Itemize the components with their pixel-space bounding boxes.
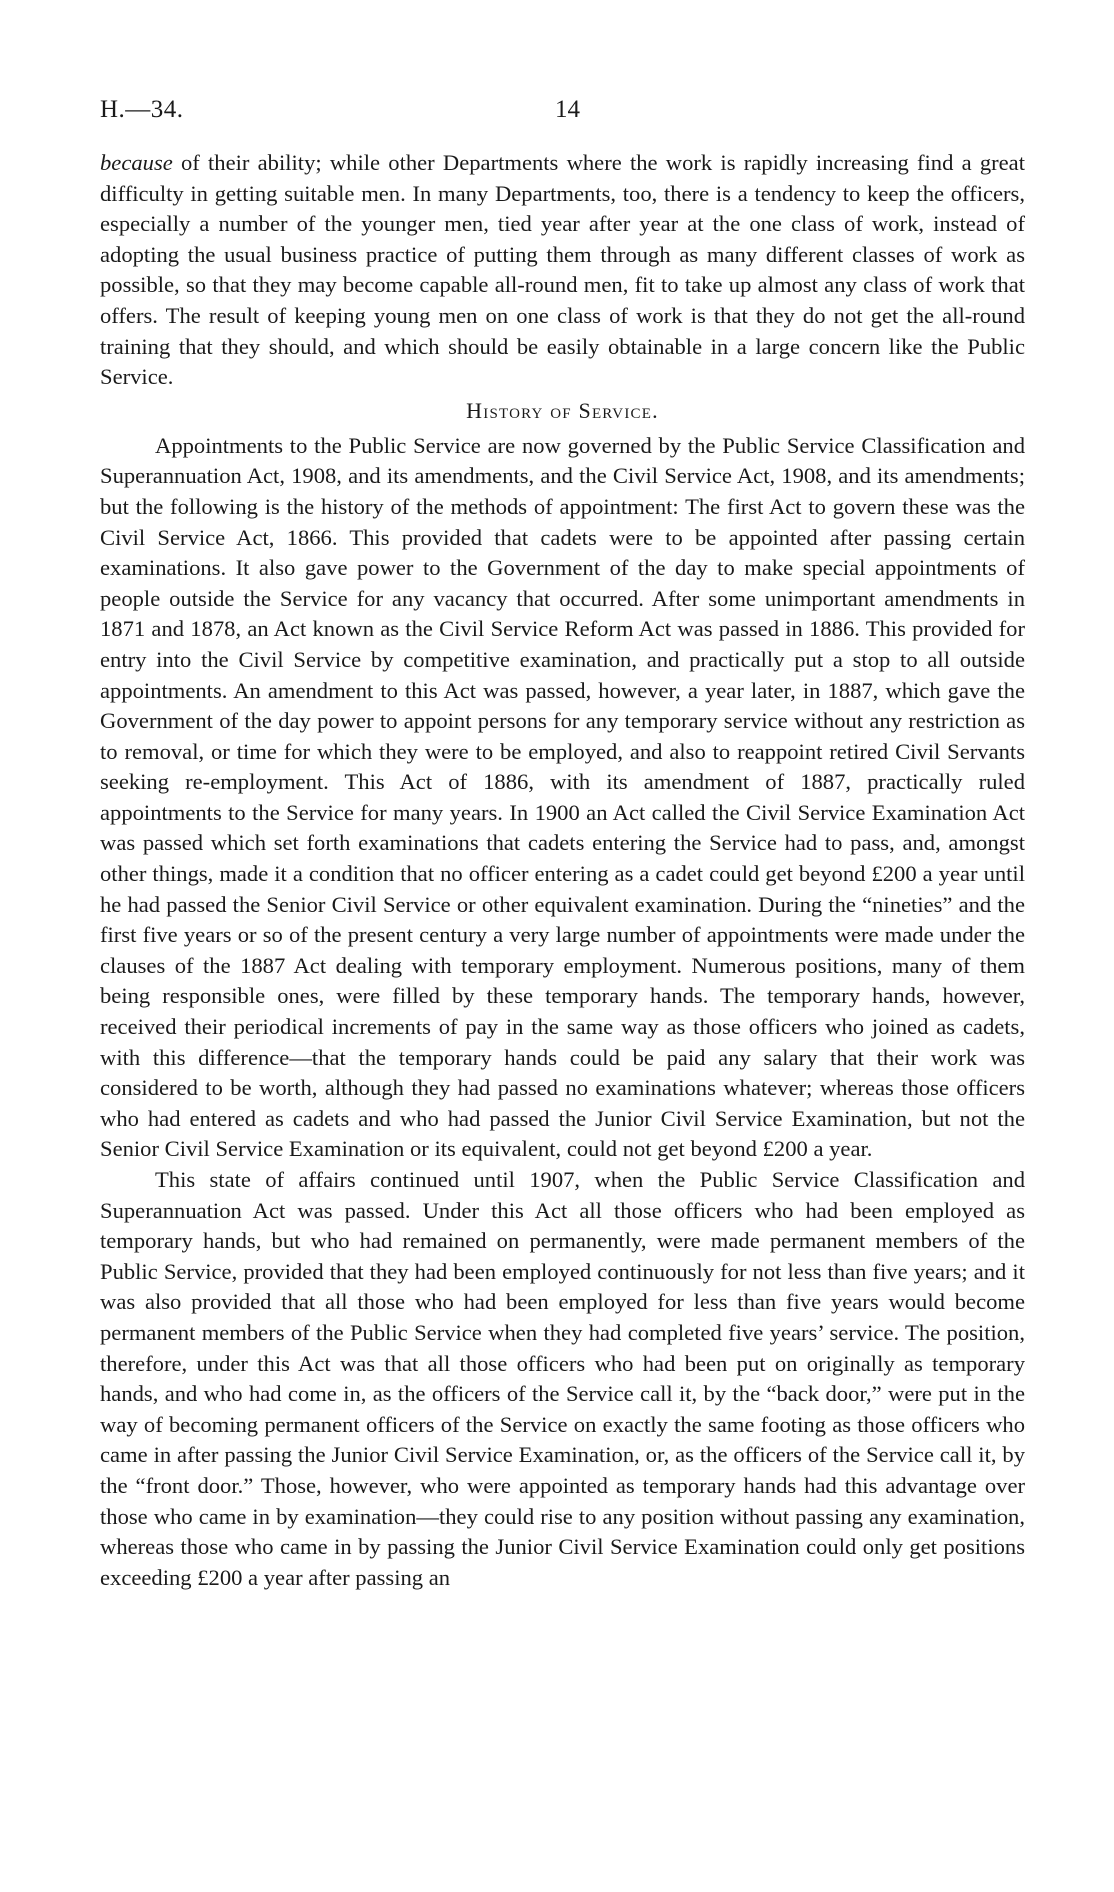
section-heading: History of Service. [466,397,659,423]
opening-paragraph [100,148,1025,393]
paragraph-1907-act: This state of affairs continued until 1907, when the Public Service Classification and Superannuation Act was passed. Under this Act all those officers who had been employed as temporary hands, but who had remained on permanently, were made permanent members of the Public Service, provided that they had been employed continuously for not less than five years; and it was also provided that all those who had been employed for less than five years would become permanent members of the Public Service when they had completed five years’ service. The position, therefore, under this Act was that all those officers who had been put on originally as temporary hands, and who had come in, as the officers of the Service call it, by the “back door,” were put in the way of becoming permanent officers of the Service on exactly the same footing as those officers who came in after passing the Junior Civil Service Examination, or, as the officers of the Service call it, by the “front door.” Those, however, who were appointed as temporary hands had this advantage over those who came in by examination—they could rise to any position without passing any examination, whereas those who came in by passing the Junior Civil Service Examination could only get positions exceeding £200 a year after passing an [100,1167,1025,1590]
italic-lead-word: because [100,150,173,175]
body-text [100,148,1025,1593]
opening-paragraph-text: of their ability; while other Departments where the work is rapidly increasing find a great difficulty in getting suitable men. In many Departments, too, there is a tendency to keep the officers, especially a number of the younger men, tied year after year at the one class of work, instead of adopting the usual business practice of putting them through as many different classes of work as possible, so that they may become capable all-round men, fit to take up almost any class of work that offers. The result of keeping young men on one class of work is that they do not get the all-round training that they should, and which should be easily obtainable in a large concern like the Public Service. [100,150,1025,390]
paragraph-history: Appointments to the Public Service are now governed by the Public Service Classification and Superannuation Act, 1908, and its amendments, and the Civil Service Act, 1908, and its amendments; but the following is the history of the methods of appointment: The first Act to govern these was the Civil Service Act, 1866. This provided that cadets were to be appointed after passing certain examinations. It also gave power to the Government of the day to make special appointments of people outside the Service for any vacancy that occurred. After some unimportant amendments in 1871 and 1878, an Act known as the Civil Service Reform Act was passed in 1886. This provided for entry into the Civil Service by competitive examination, and practically put a stop to all outside appointments. An amendment to this Act was passed, however, a year later, in 1887, which gave the Government of the day power to appoint persons for any temporary service without any restriction as to removal, or time for which they were to be employed, and also to reappoint retired Civil Servants seeking re-employment. This Act of 1886, with its amendment of 1887, practically ruled appointments to the Service for many years. In 1900 an Act called the Civil Service Examination Act was passed which set forth examinations that cadets entering the Service had to pass, and, amongst other things, made it a condition that no officer entering as a cadet could get beyond £200 a year until he had passed the Senior Civil Service or other equivalent examination. During the “nineties” and the first five years or so of the present century a very large number of appointments were made under the clauses of the 1887 Act dealing with temporary employment. Numerous positions, many of them being responsible ones, were filled by these temporary hands. The temporary hands, however, received their periodical increments of pay in the same way as those officers who joined as cadets, with this difference—that the temporary hands could be paid any salary that their work was considered to be worth, although they had passed no examinations whatever; whereas those officers who had entered as cadets and who had passed the Junior Civil Service Examination, but not the Senior Civil Service Examination or its equivalent, could not get beyond £200 a year. [100,432,1025,1162]
running-header [100,96,1030,132]
document-reference: H.—34. [100,96,184,123]
page-number: 14 [555,96,580,123]
